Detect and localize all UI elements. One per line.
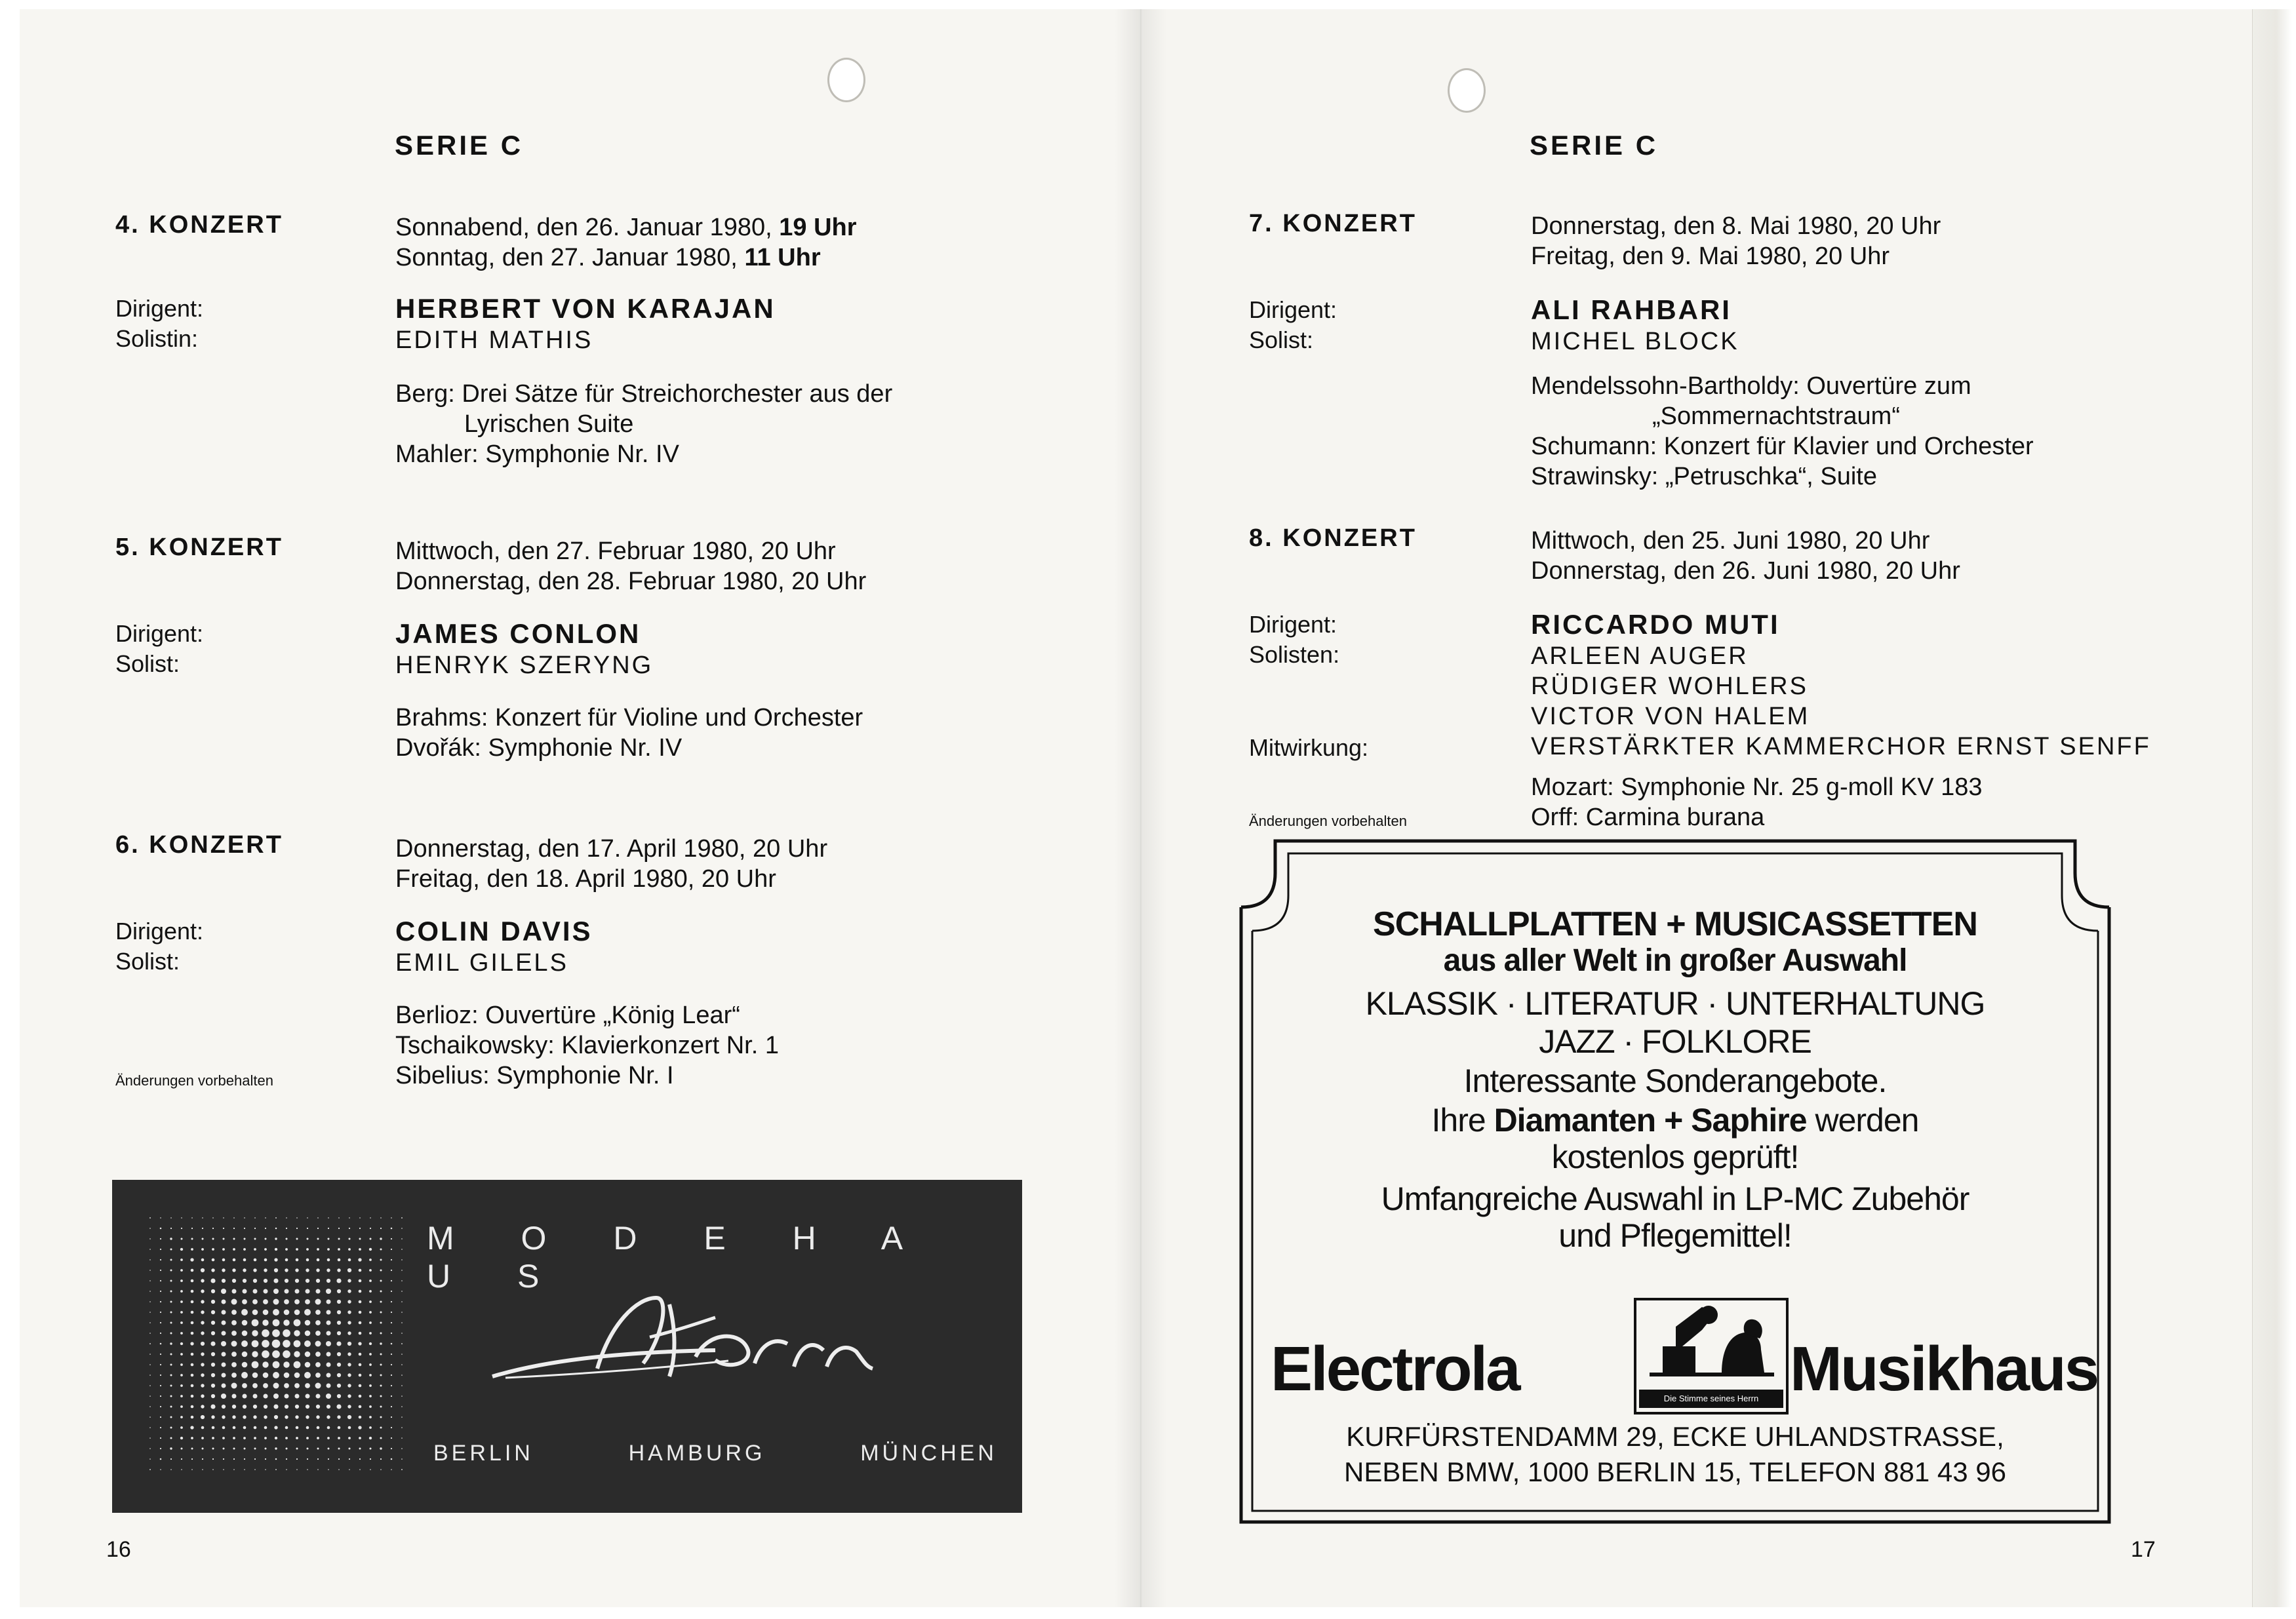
concert-8-soloist-3: VICTOR VON HALEM bbox=[1531, 703, 1810, 730]
electrola-ad bbox=[1239, 839, 2111, 1524]
concert-6-program-2: Tschaikowsky: Klavierkonzert Nr. 1 bbox=[395, 1032, 779, 1059]
punch-hole-left bbox=[827, 58, 865, 102]
concert-7-soloist: MICHEL BLOCK bbox=[1531, 328, 1739, 355]
ad-headline: SCHALLPLATTEN + MUSICASSETTEN bbox=[1373, 905, 1977, 943]
concert-6-role-conductor: Dirigent: bbox=[115, 918, 204, 945]
punch-hole-right bbox=[1448, 68, 1486, 113]
concert-8-soloist-2: RÜDIGER WOHLERS bbox=[1531, 673, 1808, 700]
concert-7-date-2: Freitag, den 9. Mai 1980, 20 Uhr bbox=[1531, 243, 1890, 270]
concert-8-soloist-1: ARLEEN AUGER bbox=[1531, 642, 1749, 670]
concert-5-program-2: Dvořák: Symphonie Nr. IV bbox=[395, 734, 683, 762]
concert-5-title: 5. KONZERT bbox=[115, 534, 283, 561]
ad-address-1: KURFÜRSTENDAMM 29, ECKE UHLANDSTRASSE, bbox=[1346, 1421, 2004, 1452]
logo-caption: Die Stimme seines Herrn bbox=[1639, 1390, 1783, 1408]
concert-4-program-3: Mahler: Symphonie Nr. IV bbox=[395, 440, 679, 468]
brand-electrola: Electrola bbox=[1271, 1334, 1519, 1404]
concert-5-role-conductor: Dirigent: bbox=[115, 620, 204, 647]
concert-6-role-soloist: Solist: bbox=[115, 948, 180, 975]
ad-care: und Pflegemittel! bbox=[1558, 1217, 1792, 1254]
starburst-dot-pattern bbox=[145, 1206, 407, 1481]
concert-4-date-2: Sonntag, den 27. Januar 1980, 11 Uhr bbox=[395, 244, 821, 271]
concert-4-role-soloist: Solistin: bbox=[115, 325, 199, 352]
city-berlin: BERLIN bbox=[433, 1441, 534, 1466]
left-series-heading: SERIE C bbox=[395, 130, 524, 161]
horn-signature-logo bbox=[479, 1278, 899, 1409]
city-muenchen: MÜNCHEN bbox=[860, 1441, 997, 1466]
page-edge bbox=[2252, 9, 2292, 1607]
concert-7-role-soloist: Solist: bbox=[1249, 326, 1314, 353]
concert-8-date-2: Donnerstag, den 26. Juni 1980, 20 Uhr bbox=[1531, 557, 1960, 585]
concert-7-date-1: Donnerstag, den 8. Mai 1980, 20 Uhr bbox=[1531, 212, 1941, 240]
concert-5-date-1: Mittwoch, den 27. Februar 1980, 20 Uhr bbox=[395, 537, 836, 565]
concert-4-program-2: Lyrischen Suite bbox=[464, 410, 634, 438]
concert-8-role-soloists: Solisten: bbox=[1249, 641, 1340, 668]
concert-6-program-3: Sibelius: Symphonie Nr. I bbox=[395, 1062, 674, 1089]
concert-7-program-2: „Sommernachtstraum“ bbox=[1652, 402, 1900, 430]
concert-8-title: 8. KONZERT bbox=[1249, 524, 1417, 552]
concert-6-conductor: COLIN DAVIS bbox=[395, 916, 593, 946]
concert-5-date-2: Donnerstag, den 28. Februar 1980, 20 Uhr bbox=[395, 568, 867, 595]
his-masters-voice-logo bbox=[1634, 1298, 1789, 1414]
concert-8-conductor: RICCARDO MUTI bbox=[1531, 609, 1780, 640]
concert-8-role-conductor: Dirigent: bbox=[1249, 611, 1337, 638]
right-changes-note: Änderungen vorbehalten bbox=[1249, 813, 1407, 829]
ad-checked: kostenlos geprüft! bbox=[1551, 1139, 1799, 1175]
concert-8-program-1: Mozart: Symphonie Nr. 25 g-moll KV 183 bbox=[1531, 773, 1983, 801]
concert-5-soloist: HENRYK SZERYNG bbox=[395, 652, 654, 679]
dog-gramophone-icon bbox=[1636, 1300, 1781, 1386]
concert-7-title: 7. KONZERT bbox=[1249, 210, 1417, 237]
concert-4-soloist: EDITH MATHIS bbox=[395, 326, 593, 354]
ad-diamonds: Ihre Diamanten + Saphire werden bbox=[1431, 1102, 1919, 1139]
concert-6-date-2: Freitag, den 18. April 1980, 20 Uhr bbox=[395, 865, 776, 893]
concert-5-program-1: Brahms: Konzert für Violine und Orchester bbox=[395, 704, 863, 731]
page-number-right: 17 bbox=[2131, 1537, 2156, 1562]
concert-8-role-participation: Mitwirkung: bbox=[1249, 734, 1369, 761]
concert-4-title: 4. KONZERT bbox=[115, 211, 283, 239]
brand-musikhaus: Musikhaus bbox=[1790, 1334, 2098, 1404]
modehaus-cities bbox=[433, 1441, 997, 1466]
concert-4-role-conductor: Dirigent: bbox=[115, 295, 204, 322]
concert-4-program-1: Berg: Drei Sätze für Streichorchester aus der bbox=[395, 380, 893, 408]
modehaus-title: M O D E H A U S bbox=[427, 1220, 930, 1295]
concert-6-program-1: Berlioz: Ouvertüre „König Lear“ bbox=[395, 1002, 740, 1029]
concert-6-date-1: Donnerstag, den 17. April 1980, 20 Uhr bbox=[395, 835, 828, 863]
modehaus-ad bbox=[112, 1180, 1022, 1513]
ad-categories: KLASSIK · LITERATUR · UNTERHALTUNG bbox=[1365, 985, 1985, 1022]
concert-6-soloist: EMIL GILELS bbox=[395, 949, 568, 977]
ad-subheadline: aus aller Welt in großer Auswahl bbox=[1443, 943, 1907, 978]
book-spine bbox=[1115, 9, 1167, 1607]
ad-accessories: Umfangreiche Auswahl in LP-MC Zubehör bbox=[1381, 1180, 1969, 1217]
concert-4-conductor: HERBERT VON KARAJAN bbox=[395, 293, 776, 324]
city-hamburg: HAMBURG bbox=[628, 1441, 766, 1466]
page-number-left: 16 bbox=[106, 1537, 131, 1562]
concert-5-role-soloist: Solist: bbox=[115, 650, 180, 677]
concert-8-program-2: Orff: Carmina burana bbox=[1531, 804, 1765, 831]
concert-8-date-1: Mittwoch, den 25. Juni 1980, 20 Uhr bbox=[1531, 527, 1930, 555]
concert-5-conductor: JAMES CONLON bbox=[395, 618, 641, 649]
concert-6-title: 6. KONZERT bbox=[115, 831, 283, 859]
right-series-heading: SERIE C bbox=[1530, 130, 1659, 161]
ad-address-2: NEBEN BMW, 1000 BERLIN 15, TELEFON 881 43 96 bbox=[1343, 1456, 2007, 1487]
ad-offers: Interessante Sonderangebote. bbox=[1463, 1063, 1887, 1099]
concert-4-date-1: Sonnabend, den 26. Januar 1980, 19 Uhr bbox=[395, 214, 857, 241]
left-changes-note: Änderungen vorbehalten bbox=[115, 1072, 273, 1089]
concert-7-conductor: ALI RAHBARI bbox=[1531, 294, 1732, 325]
concert-7-program-4: Strawinsky: „Petruschka“, Suite bbox=[1531, 463, 1877, 490]
concert-7-program-1: Mendelssohn-Bartholdy: Ouvertüre zum bbox=[1531, 372, 1971, 400]
concert-7-role-conductor: Dirigent: bbox=[1249, 296, 1337, 323]
concert-7-program-3: Schumann: Konzert für Klavier und Orchester bbox=[1531, 433, 2034, 460]
concert-8-choir: VERSTÄRKTER KAMMERCHOR ERNST SENFF bbox=[1531, 733, 2151, 760]
ad-categories-2: JAZZ · FOLKLORE bbox=[1539, 1023, 1811, 1060]
